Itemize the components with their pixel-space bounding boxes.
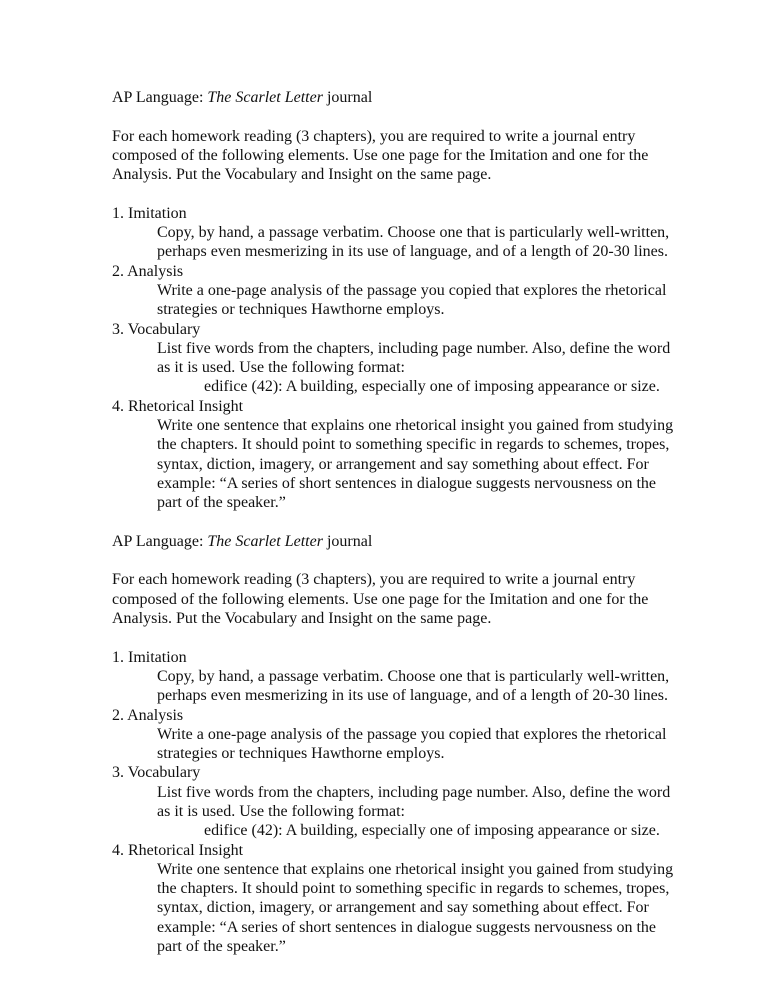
item-text: Copy, by hand, a passage verbatim. Choose one that is particularly well-written, [157,224,670,242]
item-text: part of the speaker.” [157,494,286,512]
item-heading: 4. Rhetorical Insight [112,841,244,859]
journal-instructions-2 [112,532,672,957]
item-heading: 2. Analysis [112,706,184,724]
item-heading: 1. Imitation [112,204,187,222]
item-heading: 3. Vocabulary [112,320,201,338]
intro-line: composed of the following elements. Use one page for the Imitation and one for the [112,590,649,608]
item-text: as it is used. Use the following format: [157,802,405,820]
book-title: The Scarlet Letter [207,532,323,550]
item-analysis [112,262,672,320]
item-text: part of the speaker.” [157,938,286,956]
document-page [112,88,672,956]
item-rhetorical-insight [112,397,672,513]
document-title [112,88,672,107]
item-text: example: “A series of short sentences in dialogue suggests nervousness on the [157,918,656,936]
item-text: syntax, diction, imagery, or arrangement and say something about effect. For [157,455,649,473]
intro-line: For each homework reading (3 chapters), you are required to write a journal entry [112,571,636,589]
item-heading: 4. Rhetorical Insight [112,397,244,415]
item-text: strategies or techniques Hawthorne employs. [157,301,445,319]
title-prefix: AP Language: [112,89,208,106]
intro-paragraph [112,127,672,185]
item-text: as it is used. Use the following format: [157,359,405,377]
item-vocabulary [112,320,672,397]
item-imitation [112,648,672,706]
item-text: the chapters. It should point to something specific in regards to schemes, tropes, [157,880,670,898]
item-text: List five words from the chapters, including page number. Also, define the word [157,783,671,801]
item-heading: 1. Imitation [112,648,187,666]
item-text: perhaps even mesmerizing in its use of language, and of a length of 20-30 lines. [157,687,668,705]
item-text: perhaps even mesmerizing in its use of language, and of a length of 20-30 lines. [157,243,668,261]
item-text: strategies or techniques Hawthorne employs. [157,745,445,763]
item-text: Write one sentence that explains one rhetorical insight you gained from studying [157,860,674,878]
item-imitation [112,204,672,262]
intro-line: For each homework reading (3 chapters), you are required to write a journal entry [112,127,636,145]
item-text: List five words from the chapters, including page number. Also, define the word [157,339,671,357]
item-text: example: “A series of short sentences in dialogue suggests nervousness on the [157,474,656,492]
intro-line: composed of the following elements. Use one page for the Imitation and one for the [112,146,649,164]
vocabulary-example: edifice (42): A building, especially one of imposing appearance or size. [204,822,660,840]
item-analysis [112,706,672,764]
title-suffix: journal [322,89,373,106]
item-text: Copy, by hand, a passage verbatim. Choose one that is particularly well-written, [157,667,670,685]
item-text: the chapters. It should point to something specific in regards to schemes, tropes, [157,436,670,454]
document-title [112,532,672,551]
item-heading: 3. Vocabulary [112,764,201,782]
item-text: Write a one-page analysis of the passage you copied that explores the rhetorical [157,281,667,299]
item-heading: 2. Analysis [112,262,184,280]
intro-line: Analysis. Put the Vocabulary and Insight on the same page. [112,166,492,184]
item-text: syntax, diction, imagery, or arrangement and say something about effect. For [157,899,649,917]
book-title: The Scarlet Letter [207,89,323,106]
item-text: Write one sentence that explains one rhetorical insight you gained from studying [157,417,674,435]
intro-line: Analysis. Put the Vocabulary and Insight on the same page. [112,610,492,628]
title-prefix: AP Language: [112,532,208,550]
intro-paragraph [112,570,672,628]
title-suffix: journal [322,532,373,550]
item-vocabulary [112,763,672,840]
vocabulary-example: edifice (42): A building, especially one of imposing appearance or size. [204,378,660,396]
journal-instructions-1 [112,88,672,513]
item-rhetorical-insight [112,841,672,957]
item-text: Write a one-page analysis of the passage you copied that explores the rhetorical [157,725,667,743]
